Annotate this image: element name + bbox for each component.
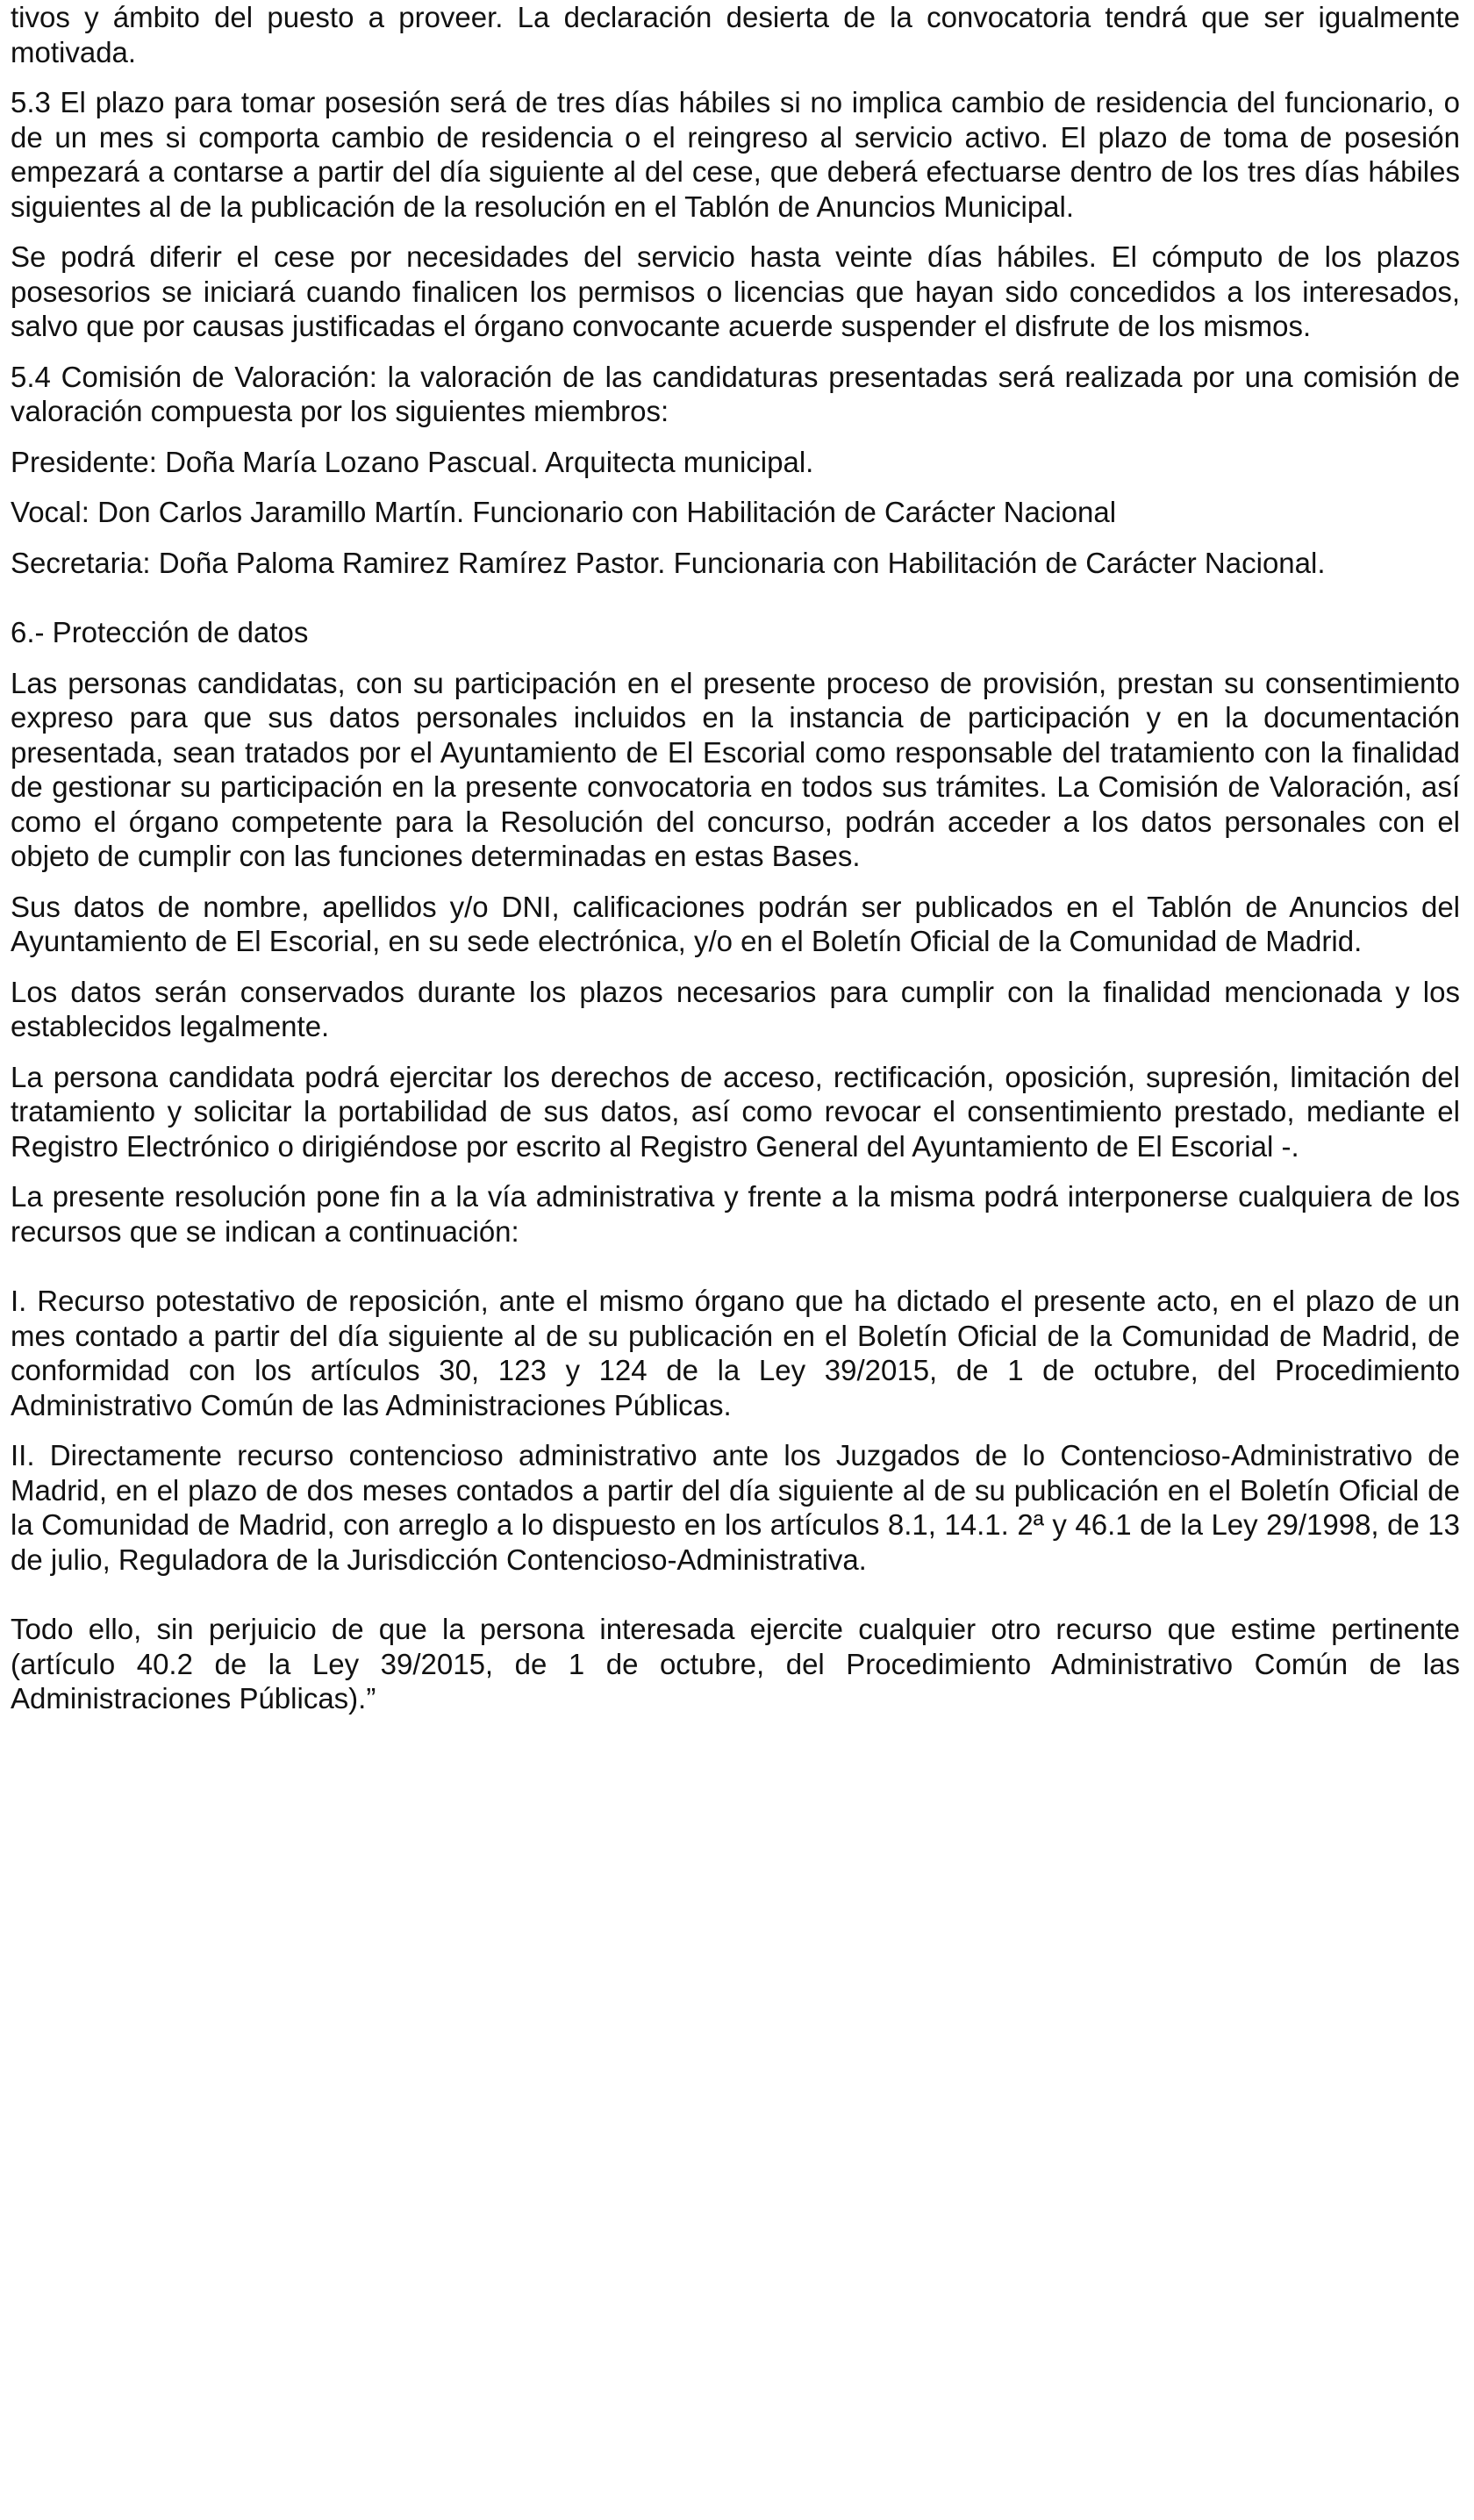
paragraph-5-3-toma-posesion: 5.3 El plazo para tomar posesión será de tres días hábiles si no implica cambio de residencia del funcionario, o de un mes si comporta cambio de residencia o el reingreso al servicio activo. El plazo de toma de posesión empezará a contarse a partir del día siguiente al del cese, que deberá efectuarse dentro de los tres días hábiles siguientes al de la publicación de la resolución en el Tablón de Anuncios Municipal. [11, 86, 1460, 223]
section-heading-proteccion-datos: 6.- Protección de datos [11, 616, 309, 648]
paragraph-recurso-reposicion: I. Recurso potestativo de reposición, ante el mismo órgano que ha dictado el presente acto, en el plazo de un mes contado a partir del día siguiente al de su publicación en el Boletín Oficial de la Comunidad de Madrid, de conformidad con los artículos 30, 123 y 124 de la Ley 39/2015, de 1 de octubre, del Procedimiento Administrativo Común de las Administraciones Públicas. [11, 1285, 1460, 1421]
paragraph-bases-closing: tivos y ámbito del puesto a proveer. La declaración desierta de la convocatoria tendrá que ser igualmente motivada. [11, 1, 1460, 68]
paragraph-conservacion-datos: Los datos serán conservados durante los plazos necesarios para cumplir con la finalidad mencionada y los establecidos legalmente. [11, 975, 1460, 1042]
paragraph-consentimiento: Las personas candidatas, con su participación en el presente proceso de provisión, prestan su consentimiento expreso para que sus datos personales incluidos en la instancia de participación y en la documentación presentada, sean tratados por el Ayuntamiento de El Escorial como responsable del tratamiento con la finalidad de gestionar su participación en la presente convocatoria en todos sus trámites. La Comisión de Valoración, así como el órgano competente para la Resolución del concurso, podrán acceder a los datos personales con el objeto de cumplir con las funciones determinadas en estas Bases. [11, 666, 1460, 872]
paragraph-vocal: Vocal: Don Carlos Jaramillo Martín. Funcionario con Habilitación de Carácter Nacional [11, 496, 1117, 528]
paragraph-via-administrativa: La presente resolución pone fin a la vía administrativa y frente a la misma podrá interponerse cualquiera de los recursos que se indican a continuación: [11, 1180, 1460, 1248]
document-page [11, 0, 1460, 1732]
paragraph-5-4-comision: 5.4 Comisión de Valoración: la valoración de las candidaturas presentadas será realizada por una comisión de valoración compuesta por los siguientes miembros: [11, 360, 1460, 427]
paragraph-otros-recursos: Todo ello, sin perjuicio de que la persona interesada ejercite cualquier otro recurso que estime pertinente (artículo 40.2 de la Ley 39/2015, de 1 de octubre, del Procedimiento Administrativo Común de las Administraciones Públicas).” [11, 1613, 1460, 1715]
paragraph-secretaria: Secretaria: Doña Paloma Ramirez Ramírez Pastor. Funcionaria con Habilitación de Carácter Nacional. [11, 546, 1326, 579]
paragraph-diferir-cese: Se podrá diferir el cese por necesidades del servicio hasta veinte días hábiles. El cómputo de los plazos posesorios se iniciará cuando finalicen los permisos o licencias que hayan sido concedidos a los interesados, salvo que por causas justificadas el órgano convocante acuerde suspender el disfrute de los mismos. [11, 240, 1460, 342]
paragraph-presidente: Presidente: Doña María Lozano Pascual. Arquitecta municipal. [11, 445, 814, 478]
paragraph-recurso-contencioso: II. Directamente recurso contencioso administrativo ante los Juzgados de lo Contencioso-Administrativo de Madrid, en el plazo de dos meses contados a partir del día siguiente al de su publicación en el Boletín Oficial de la Comunidad de Madrid, con arreglo a lo dispuesto en los artículos 8.1, 14.1. 2ª y 46.1 de la Ley 29/1998, de 13 de julio, Reguladora de la Jurisdicción Contencioso-Administrativa. [11, 1439, 1460, 1576]
paragraph-derechos: La persona candidata podrá ejercitar los derechos de acceso, rectificación, oposición, supresión, limitación del tratamiento y solicitar la portabilidad de sus datos, así como revocar el consentimiento prestado, mediante el Registro Electrónico o dirigiéndose por escrito al Registro General del Ayuntamiento de El Escorial -. [11, 1060, 1460, 1163]
paragraph-publicacion-datos: Sus datos de nombre, apellidos y/o DNI, calificaciones podrán ser publicados en el Tablón de Anuncios del Ayuntamiento de El Escorial, en su sede electrónica, y/o en el Boletín Oficial de la Comunidad de Madrid. [11, 890, 1460, 957]
